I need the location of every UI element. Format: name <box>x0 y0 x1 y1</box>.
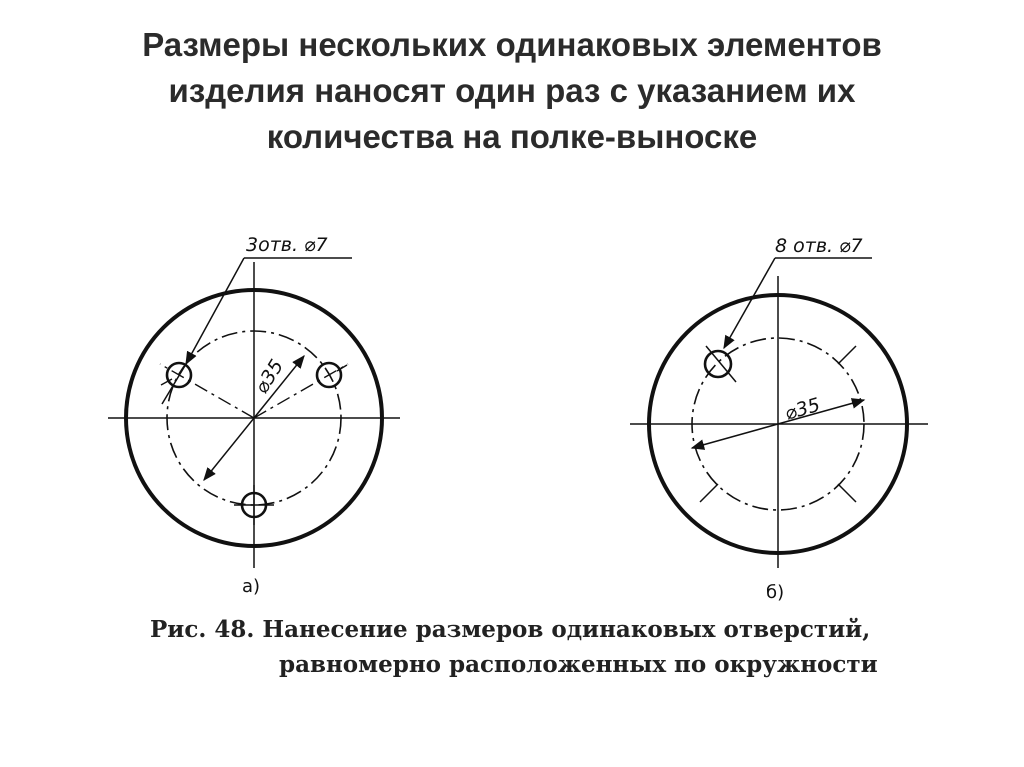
fig-a-shelf-label: 3отв. ⌀7 <box>246 234 328 256</box>
figure-b <box>630 258 928 568</box>
fig-b-shelf-label: 8 отв. ⌀7 <box>775 235 863 257</box>
fig-a-radial-line <box>160 364 254 418</box>
fig-b-hole-mark <box>838 484 856 502</box>
fig-a-leader-line <box>186 258 244 364</box>
fig-b-diameter-label: ⌀35 <box>782 393 823 425</box>
title-line-3: количества на полке-выноске <box>266 118 758 155</box>
fig-b-hole-mark <box>838 346 856 364</box>
title-line-1: Размеры нескольких одинаковых элементов <box>142 26 882 63</box>
caption-line-1: Рис. 48. Нанесение размеров одинаковых отверстий, <box>150 616 871 643</box>
caption-line-2: равномерно расположенных по окружности <box>279 651 878 678</box>
fig-a-diameter-label: ⌀35 <box>250 355 289 398</box>
fig-b-hole <box>705 351 731 377</box>
fig-a-leader-tail <box>162 364 186 404</box>
figure-a <box>108 258 400 568</box>
fig-b-hole-mark <box>700 484 718 502</box>
fig-b-sub-label: б) <box>766 582 785 603</box>
fig-a-sub-label: а) <box>242 576 261 597</box>
title-line-2: изделия наносят один раз с указанием их <box>168 72 856 109</box>
